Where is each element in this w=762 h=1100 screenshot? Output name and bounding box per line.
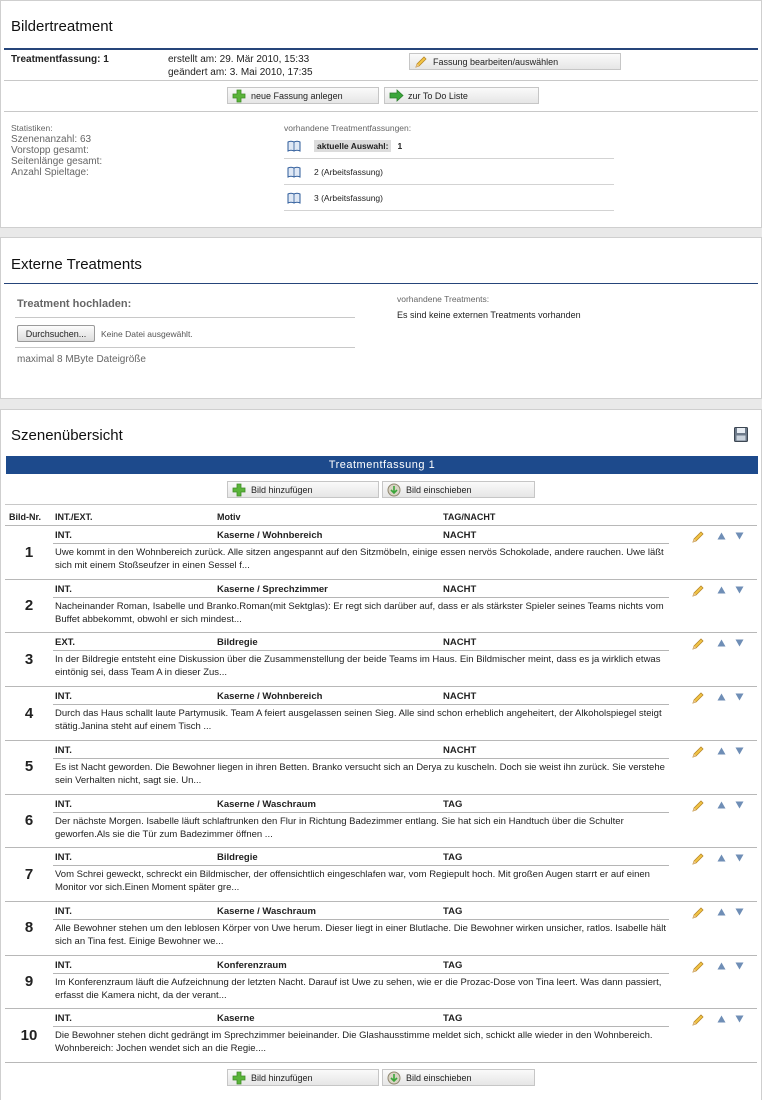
table-bottom-rule bbox=[5, 1062, 757, 1063]
arrow-up-icon[interactable] bbox=[717, 908, 726, 916]
pencil-icon[interactable] bbox=[691, 960, 705, 974]
version-item-current[interactable] bbox=[284, 133, 614, 159]
plus-icon bbox=[231, 1070, 247, 1085]
arrow-down-icon[interactable] bbox=[735, 747, 744, 755]
existing-treatments-heading: vorhandene Treatments: bbox=[397, 294, 490, 304]
upload-divider bbox=[15, 347, 355, 348]
scene-row[interactable] bbox=[5, 1008, 757, 1062]
version-label: 3 (Arbeitsfassung) bbox=[314, 192, 383, 203]
scene-description: Der nächste Morgen. Isabelle läuft schlaftrunken den Flur in Richtung Badezimmer entlang. Sie hat sich ein Handtuch über die Schulter geworfen.Als sie die Tür zum Badezimmer öffnen ... bbox=[55, 815, 624, 840]
szenen-title: Szenenübersicht bbox=[11, 427, 123, 444]
scene-row[interactable] bbox=[5, 847, 757, 901]
scene-description: Es ist Nacht geworden. Die Bewohner liegen in ihren Betten. Branko versucht sich an Derya zu kuscheln. Doch sie weist ihn zurück. Sie verstehe sein Verhalten nicht, sagt sie. Un... bbox=[55, 761, 665, 786]
scene-int-ext: INT. bbox=[55, 905, 72, 917]
arrow-down-icon[interactable] bbox=[735, 1015, 744, 1023]
scene-row[interactable] bbox=[5, 686, 757, 740]
arrow-up-icon[interactable] bbox=[717, 854, 726, 862]
scene-tag-nacht: TAG bbox=[443, 959, 463, 971]
scene-tag-nacht: NACHT bbox=[443, 744, 477, 756]
scene-number: 2 bbox=[24, 597, 34, 615]
insert-bild-label: Bild einschieben bbox=[406, 1072, 472, 1083]
col-header-ie: INT./EXT. bbox=[55, 512, 93, 522]
pencil-icon[interactable] bbox=[691, 691, 705, 705]
upload-divider bbox=[15, 317, 355, 318]
scene-divider bbox=[53, 865, 669, 866]
scene-number: 10 bbox=[20, 1026, 38, 1044]
scene-number: 9 bbox=[24, 973, 34, 991]
scene-motiv: Konferenzraum bbox=[217, 959, 287, 971]
version-item[interactable] bbox=[284, 159, 614, 185]
scene-number: 6 bbox=[24, 812, 34, 829]
scene-tag-nacht: NACHT bbox=[443, 691, 477, 703]
scene-description: Nacheinander Roman, Isabelle und Branko.Roman(mit Sektglas): Er regt sich darüber auf, dass er als stärkster Spieler seines Teams nichts vom Buffet abbekommt, obwohl er sich mindest... bbox=[55, 600, 664, 625]
szenenuebersicht-panel bbox=[0, 409, 762, 1100]
no-file-text: Keine Datei ausgewählt. bbox=[101, 329, 193, 339]
meta-divider bbox=[4, 80, 758, 81]
arrow-down-icon[interactable] bbox=[735, 639, 744, 647]
scene-motiv: Bildregie bbox=[217, 852, 258, 864]
arrow-right-icon bbox=[388, 88, 404, 103]
add-bild-label: Bild hinzufügen bbox=[251, 484, 313, 495]
scene-tag-nacht: TAG bbox=[443, 905, 463, 917]
scene-description: Vom Schrei geweckt, schreckt ein Bildmischer, der offensichtlich eingeschlafen war, vom Regiepult hoch. Mit großen Augen starrt er auf einen Monitor vor sich.Einen Moment später gre... bbox=[55, 869, 650, 894]
scene-motiv: Kaserne / Waschraum bbox=[217, 798, 316, 810]
scene-description: Uwe kommt in den Wohnbereich zurück. Alle sitzen angespannt auf den Sitzmöbeln, einige essen nervös Schokolade, andere rauchen. Uwe läßt sich mit einem Stoßseufzer in einen Sessel f... bbox=[55, 547, 664, 571]
insert-bild-label: Bild einschieben bbox=[406, 484, 472, 495]
pencil-icon[interactable] bbox=[691, 799, 705, 813]
header-top-rule bbox=[5, 504, 757, 505]
scene-divider bbox=[53, 650, 669, 651]
scene-tag-nacht: TAG bbox=[443, 1013, 463, 1025]
pencil-icon[interactable] bbox=[691, 584, 705, 598]
arrow-down-icon[interactable] bbox=[735, 962, 744, 970]
plus-icon bbox=[231, 482, 247, 497]
scene-description: Im Konferenzraum läuft die Aufzeichnung der letzten Nacht. Darauf ist Uwe zu sehen, wie er die Prozac-Dose von Tina leert. Was dann passiert, erfasst die Kamera nicht, da der verant... bbox=[55, 976, 662, 1001]
add-bild-label: Bild hinzufügen bbox=[251, 1072, 313, 1083]
stats-heading: Statistiken: bbox=[11, 123, 53, 133]
scene-number: 8 bbox=[24, 919, 34, 937]
scene-int-ext: INT. bbox=[55, 852, 72, 864]
arrow-up-icon[interactable] bbox=[717, 639, 726, 647]
scene-number: 3 bbox=[24, 650, 34, 668]
scene-tag-nacht: NACHT bbox=[443, 637, 477, 649]
pencil-icon[interactable] bbox=[691, 745, 705, 759]
scene-number: 1 bbox=[24, 543, 34, 561]
pencil-icon[interactable] bbox=[691, 637, 705, 651]
scene-tag-nacht: TAG bbox=[443, 852, 463, 864]
scene-int-ext: INT. bbox=[55, 1013, 72, 1025]
new-fassung-button[interactable] bbox=[227, 87, 379, 104]
arrow-up-icon[interactable] bbox=[717, 747, 726, 755]
bildertreatment-panel bbox=[0, 0, 762, 228]
scene-motiv: Bildregie bbox=[217, 637, 258, 649]
arrow-up-icon[interactable] bbox=[717, 586, 726, 594]
scene-row[interactable] bbox=[5, 740, 757, 794]
col-header-nr: Bild-Nr. bbox=[9, 512, 42, 522]
scene-row[interactable] bbox=[5, 901, 757, 955]
scene-int-ext: INT. bbox=[55, 583, 72, 595]
scene-motiv: Kaserne bbox=[217, 1013, 255, 1025]
existing-treatments-empty: Es sind keine externen Treatments vorhanden bbox=[397, 310, 581, 320]
scene-divider bbox=[53, 597, 669, 598]
browse-button[interactable]: Durchsuchen... bbox=[17, 325, 95, 342]
stat-vorstopp: Vorstopp gesamt: bbox=[11, 145, 89, 156]
insert-icon bbox=[386, 482, 402, 497]
arrow-up-icon[interactable] bbox=[717, 532, 726, 540]
fassung-label: Treatmentfassung: 1 bbox=[11, 54, 109, 65]
scene-int-ext: INT. bbox=[55, 744, 72, 756]
scene-tag-nacht: TAG bbox=[443, 798, 463, 810]
save-disk-icon[interactable] bbox=[734, 427, 748, 442]
scene-tag-nacht: NACHT bbox=[443, 530, 477, 541]
title-divider bbox=[4, 283, 758, 284]
stat-seitenlaenge: Seitenlänge gesamt: bbox=[11, 156, 103, 167]
insert-bild-button[interactable] bbox=[382, 481, 535, 498]
pencil-icon bbox=[413, 54, 429, 69]
scene-divider bbox=[53, 1026, 669, 1027]
scene-row[interactable] bbox=[5, 632, 757, 686]
button-divider bbox=[4, 111, 758, 112]
scene-divider bbox=[53, 758, 669, 759]
col-header-tagnacht: TAG/NACHT bbox=[443, 512, 496, 522]
arrow-down-icon[interactable] bbox=[735, 693, 744, 701]
current-selection-label: aktuelle Auswahl: bbox=[314, 140, 391, 152]
version-item[interactable] bbox=[284, 185, 614, 211]
scene-description: Alle Bewohner stehen um den leblosen Körper von Uwe herum. Dieser liegt in einer Blutlache. Die Bewohner wirken unsicher, ratlos. Isabelle hält sich an Tina fest. Einige Bewohner we... bbox=[55, 922, 666, 947]
changed-date: geändert am: 3. Mai 2010, 17:35 bbox=[168, 67, 313, 78]
externe-treatments-panel bbox=[0, 237, 762, 399]
arrow-up-icon[interactable] bbox=[717, 1015, 726, 1023]
scene-number: 7 bbox=[24, 865, 34, 883]
scene-motiv: Kaserne / Sprechzimmer bbox=[217, 583, 328, 595]
scene-int-ext: INT. bbox=[55, 691, 72, 703]
stat-spieltage: Anzahl Spieltage: bbox=[11, 167, 89, 178]
scene-divider bbox=[53, 704, 669, 705]
scene-int-ext: INT. bbox=[55, 530, 72, 541]
new-fassung-label: neue Fassung anlegen bbox=[251, 90, 343, 101]
scene-int-ext: INT. bbox=[55, 959, 72, 971]
scene-row[interactable] bbox=[5, 794, 757, 848]
todo-list-button[interactable] bbox=[384, 87, 539, 104]
scene-divider bbox=[53, 812, 669, 813]
arrow-up-icon[interactable] bbox=[717, 801, 726, 809]
scene-int-ext: INT. bbox=[55, 798, 72, 810]
arrow-up-icon[interactable] bbox=[717, 962, 726, 970]
arrow-down-icon[interactable] bbox=[735, 801, 744, 809]
scene-divider bbox=[53, 543, 669, 544]
externe-title: Externe Treatments bbox=[11, 256, 142, 273]
versions-heading: vorhandene Treatmentfassungen: bbox=[284, 123, 412, 133]
title-divider bbox=[4, 48, 758, 50]
scene-divider bbox=[53, 973, 669, 974]
edit-fassung-label: Fassung bearbeiten/auswählen bbox=[433, 56, 559, 67]
version-label: 2 (Arbeitsfassung) bbox=[314, 166, 383, 177]
scene-tag-nacht: NACHT bbox=[443, 583, 477, 595]
current-selection-value: 1 bbox=[397, 140, 403, 151]
treatmentfassung-bar: Treatmentfassung 1 bbox=[6, 456, 758, 474]
scene-motiv: Kaserne / Wohnbereich bbox=[217, 691, 323, 703]
created-date: erstellt am: 29. Mär 2010, 15:33 bbox=[168, 54, 310, 65]
col-header-motiv: Motiv bbox=[217, 512, 241, 522]
add-bild-button[interactable] bbox=[227, 481, 379, 498]
scene-row[interactable] bbox=[5, 955, 757, 1009]
arrow-down-icon[interactable] bbox=[735, 586, 744, 594]
scene-number: 5 bbox=[24, 758, 34, 776]
todo-list-label: zur To Do Liste bbox=[408, 90, 468, 101]
scene-number: 4 bbox=[24, 704, 34, 722]
bildertreatment-title: Bildertreatment bbox=[11, 18, 113, 35]
scene-description: Durch das Haus schallt laute Partymusik. Team A feiert ausgelassen seinen Sieg. Alle sind schon erheblich angeheitert, der Alkoholspiegel steigt stätig.Janina steht auf einem Tisch ... bbox=[55, 708, 662, 733]
max-size-text: maximal 8 MByte Dateigröße bbox=[17, 354, 146, 365]
pencil-icon[interactable] bbox=[691, 906, 705, 920]
pencil-icon[interactable] bbox=[691, 530, 705, 544]
scene-motiv: Kaserne / Waschraum bbox=[217, 905, 316, 917]
scene-description: In der Bildregie entsteht eine Diskussion über die Zusammenstellung der beide Teams im Haus. Ein Bildmischer meint, dass es ja wirklich etwas eintönig sei, dass Team A in dieser Zus... bbox=[55, 654, 661, 679]
arrow-up-icon[interactable] bbox=[717, 693, 726, 701]
book-icon bbox=[287, 140, 301, 152]
add-bild-button[interactable] bbox=[227, 1069, 379, 1086]
scene-motiv: Kaserne / Wohnbereich bbox=[217, 530, 323, 541]
scene-row[interactable] bbox=[5, 579, 757, 633]
edit-fassung-button[interactable] bbox=[409, 53, 621, 70]
upload-heading: Treatment hochladen: bbox=[17, 298, 132, 310]
scene-int-ext: EXT. bbox=[55, 637, 76, 649]
scene-description: Die Bewohner stehen dicht gedrängt im Sprechzimmer beieinander. Die Glashausstimme meldet sich, schickt alle wieder in den Wohnbereich. Wohnbereich: Jochen wendet sich an die Regie.... bbox=[55, 1030, 653, 1055]
pencil-icon[interactable] bbox=[691, 852, 705, 866]
scene-divider bbox=[53, 919, 669, 920]
scene-row[interactable] bbox=[5, 525, 757, 579]
arrow-down-icon[interactable] bbox=[735, 908, 744, 916]
arrow-down-icon[interactable] bbox=[735, 854, 744, 862]
arrow-down-icon[interactable] bbox=[735, 532, 744, 540]
stat-scene-count: Szenenanzahl: 63 bbox=[11, 134, 92, 145]
plus-icon bbox=[231, 88, 247, 103]
book-icon bbox=[287, 166, 301, 178]
book-icon bbox=[287, 192, 301, 204]
insert-bild-button[interactable] bbox=[382, 1069, 535, 1086]
insert-icon bbox=[386, 1070, 402, 1085]
pencil-icon[interactable] bbox=[691, 1013, 705, 1027]
